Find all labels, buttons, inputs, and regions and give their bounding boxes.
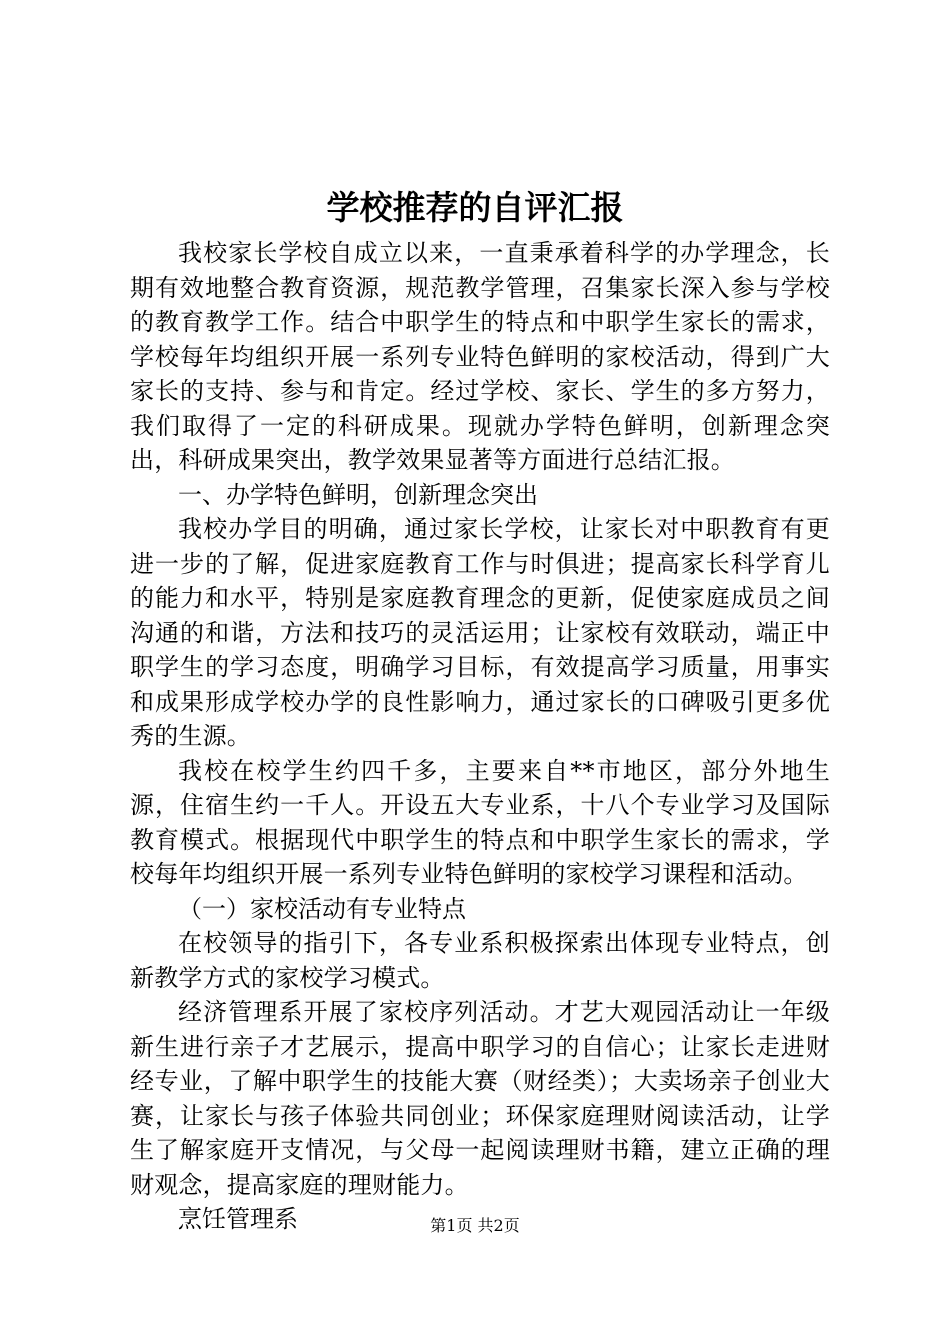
document-body [130, 236, 830, 1237]
section-heading-1: 一、办学特色鲜明，创新理念突出 [178, 480, 538, 509]
subsection-heading-1: （一）家校活动有专业特点 [178, 894, 466, 923]
paragraph-students: 我校在校学生约四千多，主要来自**市地区，部分外地生源，住宿生约一千人。开设五大专业系，十八个专业学习及国际教育模式。根据现代中职学生的特点和中职学生家长的需求，学校每年均组织开展一系列专业特色鲜明的家校学习课程和活动。 [130, 756, 830, 888]
paragraph-intro: 我校家长学校自成立以来，一直秉承着科学的办学理念，长期有效地整合教育资源，规范教学管理，召集家长深入参与学校的教育教学工作。结合中职学生的特点和中职学生家长的需求，学校每年均组织开展一系列专业特色鲜明的家校活动，得到广大家长的支持、参与和肯定。经过学校、家长、学生的多方努力，我们取得了一定的科研成果。现就办学特色鲜明，创新理念突出，科研成果突出，教学效果显著等方面进行总结汇报。 [130, 239, 830, 474]
paragraph-culinary-dept: 烹饪管理系 [178, 1205, 298, 1233]
document-title: 学校推荐的自评汇报 [326, 188, 624, 227]
paragraph-guidance: 在校领导的指引下，各专业系积极探索出体现专业特点，创新教学方式的家校学习模式。 [130, 929, 830, 992]
page-footer: 第1页 共2页 [430, 1216, 520, 1235]
paragraph-purpose: 我校办学目的明确，通过家长学校，让家长对中职教育有更进一步的了解，促进家庭教育工作与时俱进；提高家长科学育儿的能力和水平，特别是家庭教育理念的更新，促使家庭成员之间沟通的和谐，方法和技巧的灵活运用；让家校有效联动，端正中职学生的学习态度，明确学习目标，有效提高学习质量，用事实和成果形成学校办学的良性影响力，通过家长的口碑吸引更多优秀的生源。 [130, 515, 830, 750]
paragraph-economics-dept: 经济管理系开展了家校序列活动。才艺大观园活动让一年级新生进行亲子才艺展示，提高中职学习的自信心；让家长走进财经专业，了解中职学生的技能大赛（财经类）；大卖场亲子创业大赛，让家长与孩子体验共同创业；环保家庭理财阅读活动，让学生了解家庭开支情况，与父母一起阅读理财书籍，建立正确的理财观念，提高家庭的理财能力。 [130, 998, 830, 1199]
